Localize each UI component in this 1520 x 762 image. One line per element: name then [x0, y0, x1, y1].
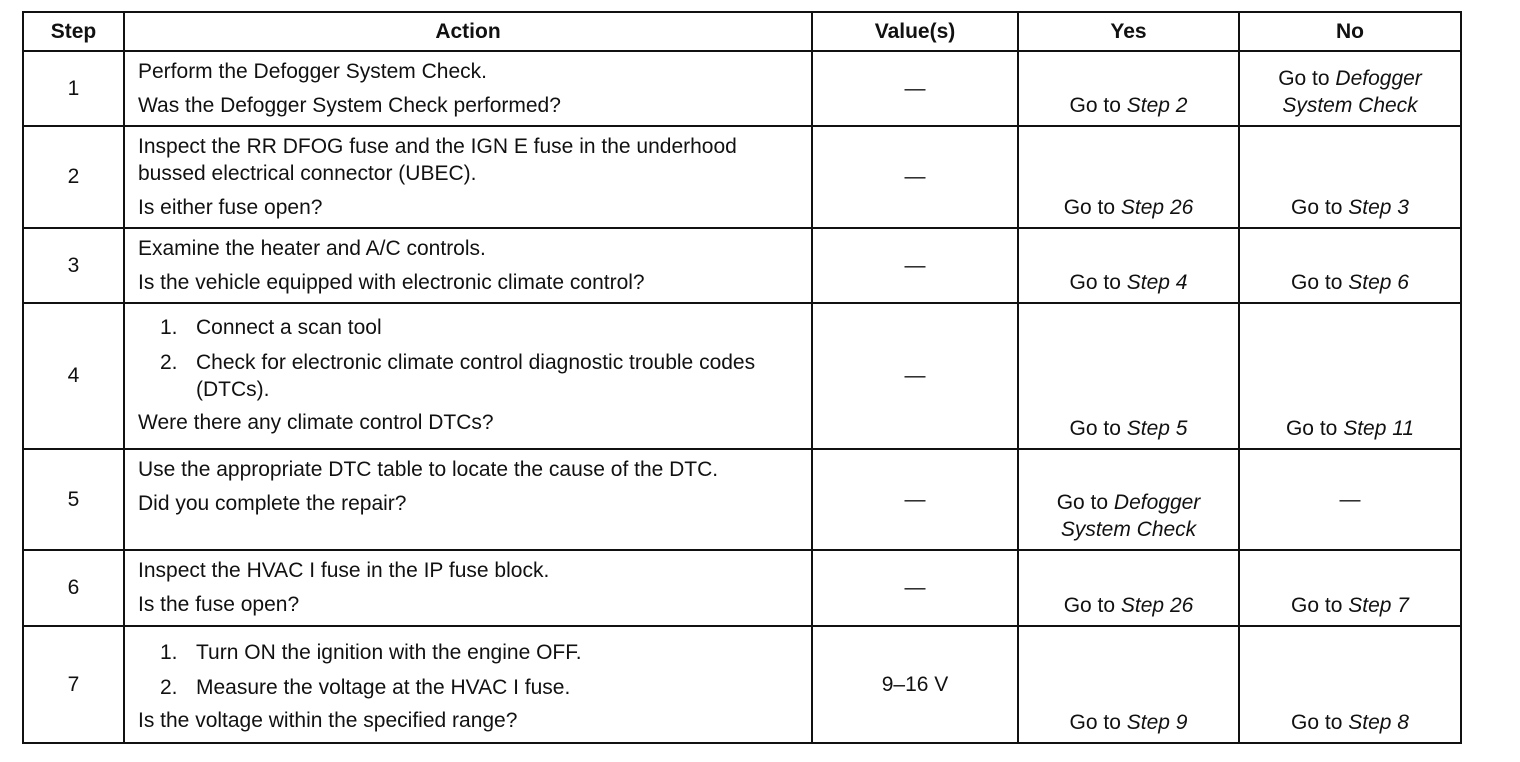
- yes-link[interactable]: Step 26: [1120, 196, 1194, 219]
- substep-list: [138, 639, 797, 701]
- action-cell: [124, 51, 812, 126]
- no-cell[interactable]: Go to Step 11: [1239, 303, 1461, 449]
- yes-cell[interactable]: Go to Step 9: [1018, 626, 1239, 743]
- value-cell: —: [812, 303, 1018, 449]
- substep-list: [138, 314, 797, 403]
- table-row: [23, 550, 1461, 626]
- yes-cell[interactable]: Go to Step 26: [1018, 550, 1239, 626]
- yes-cell[interactable]: Go to Step 2: [1018, 51, 1239, 126]
- action-question: Is either fuse open?: [138, 196, 323, 219]
- yes-link[interactable]: Step 9: [1126, 711, 1188, 734]
- substep-item: 1. Turn ON the ignition with the engine OFF.: [160, 641, 582, 664]
- action-text: Examine the heater and A/C controls.: [138, 237, 486, 260]
- action-question: Is the vehicle equipped with electronic climate control?: [138, 271, 645, 294]
- header-yes: Yes: [1018, 12, 1239, 51]
- action-text: Perform the Defogger System Check.: [138, 60, 487, 83]
- yes-link[interactable]: Step 5: [1126, 417, 1188, 440]
- yes-cell[interactable]: Go to Defogger System Check: [1018, 449, 1239, 550]
- step-number: 3: [23, 228, 124, 303]
- value-cell: —: [812, 449, 1018, 550]
- header-step: Step: [23, 12, 124, 51]
- no-cell[interactable]: Go to Step 6: [1239, 228, 1461, 303]
- step-number: 5: [23, 449, 124, 550]
- no-link[interactable]: Step 11: [1343, 417, 1415, 440]
- step-number: 6: [23, 550, 124, 626]
- action-question: Did you complete the repair?: [138, 492, 407, 515]
- header-no: No: [1239, 12, 1461, 51]
- table-row: [23, 303, 1461, 449]
- no-link[interactable]: Step 7: [1348, 594, 1409, 617]
- yes-link[interactable]: Step 26: [1120, 594, 1194, 617]
- yes-cell[interactable]: Go to Step 26: [1018, 126, 1239, 228]
- header-action: Action: [124, 12, 812, 51]
- action-cell: [124, 228, 812, 303]
- substep-item: 1. Connect a scan tool: [160, 316, 382, 339]
- action-question: Were there any climate control DTCs?: [138, 411, 494, 434]
- value-cell: —: [812, 228, 1018, 303]
- table-row: [23, 126, 1461, 228]
- no-link[interactable]: Step 3: [1348, 196, 1409, 219]
- value-cell: —: [812, 126, 1018, 228]
- step-number: 7: [23, 626, 124, 743]
- action-cell: [124, 550, 812, 626]
- action-cell: [124, 449, 812, 550]
- yes-cell[interactable]: Go to Step 4: [1018, 228, 1239, 303]
- no-link[interactable]: Defogger System Check: [1282, 67, 1422, 117]
- no-cell[interactable]: Go to Step 7: [1239, 550, 1461, 626]
- substep-item: 2. Check for electronic climate control diagnostic trouble codes (DTCs).: [160, 351, 756, 401]
- action-cell: [124, 626, 812, 743]
- table-row: [23, 449, 1461, 550]
- no-cell[interactable]: Go to Step 8: [1239, 626, 1461, 743]
- yes-link[interactable]: Step 2: [1126, 94, 1188, 117]
- yes-link[interactable]: Step 4: [1126, 271, 1188, 294]
- action-text: Inspect the HVAC I fuse in the IP fuse block.: [138, 559, 550, 582]
- no-link[interactable]: Step 8: [1348, 711, 1409, 734]
- step-number: 1: [23, 51, 124, 126]
- diagnostic-table: [22, 11, 1462, 744]
- action-question: Was the Defogger System Check performed?: [138, 94, 561, 117]
- table-row: [23, 228, 1461, 303]
- yes-cell[interactable]: Go to Step 5: [1018, 303, 1239, 449]
- action-question: Is the fuse open?: [138, 593, 300, 616]
- step-number: 4: [23, 303, 124, 449]
- action-text: Use the appropriate DTC table to locate the cause of the DTC.: [138, 458, 719, 481]
- no-cell[interactable]: Go to Defogger System Check: [1239, 51, 1461, 126]
- no-cell[interactable]: Go to Step 3: [1239, 126, 1461, 228]
- value-cell: 9–16 V: [812, 626, 1018, 743]
- header-row: [23, 12, 1461, 51]
- header-values: Value(s): [812, 12, 1018, 51]
- table-row: [23, 626, 1461, 743]
- action-cell: [124, 126, 812, 228]
- substep-item: 2. Measure the voltage at the HVAC I fuse.: [160, 676, 571, 699]
- action-question: Is the voltage within the specified range?: [138, 709, 518, 732]
- value-cell: —: [812, 51, 1018, 126]
- action-text: Inspect the RR DFOG fuse and the IGN E fuse in the underhood bussed electrical connector (UBEC).: [138, 135, 737, 185]
- value-cell: —: [812, 550, 1018, 626]
- no-link[interactable]: Step 6: [1348, 271, 1409, 294]
- no-cell: —: [1239, 449, 1461, 550]
- step-number: 2: [23, 126, 124, 228]
- table-row: [23, 51, 1461, 126]
- action-cell: [124, 303, 812, 449]
- yes-link[interactable]: Defogger System Check: [1060, 491, 1201, 541]
